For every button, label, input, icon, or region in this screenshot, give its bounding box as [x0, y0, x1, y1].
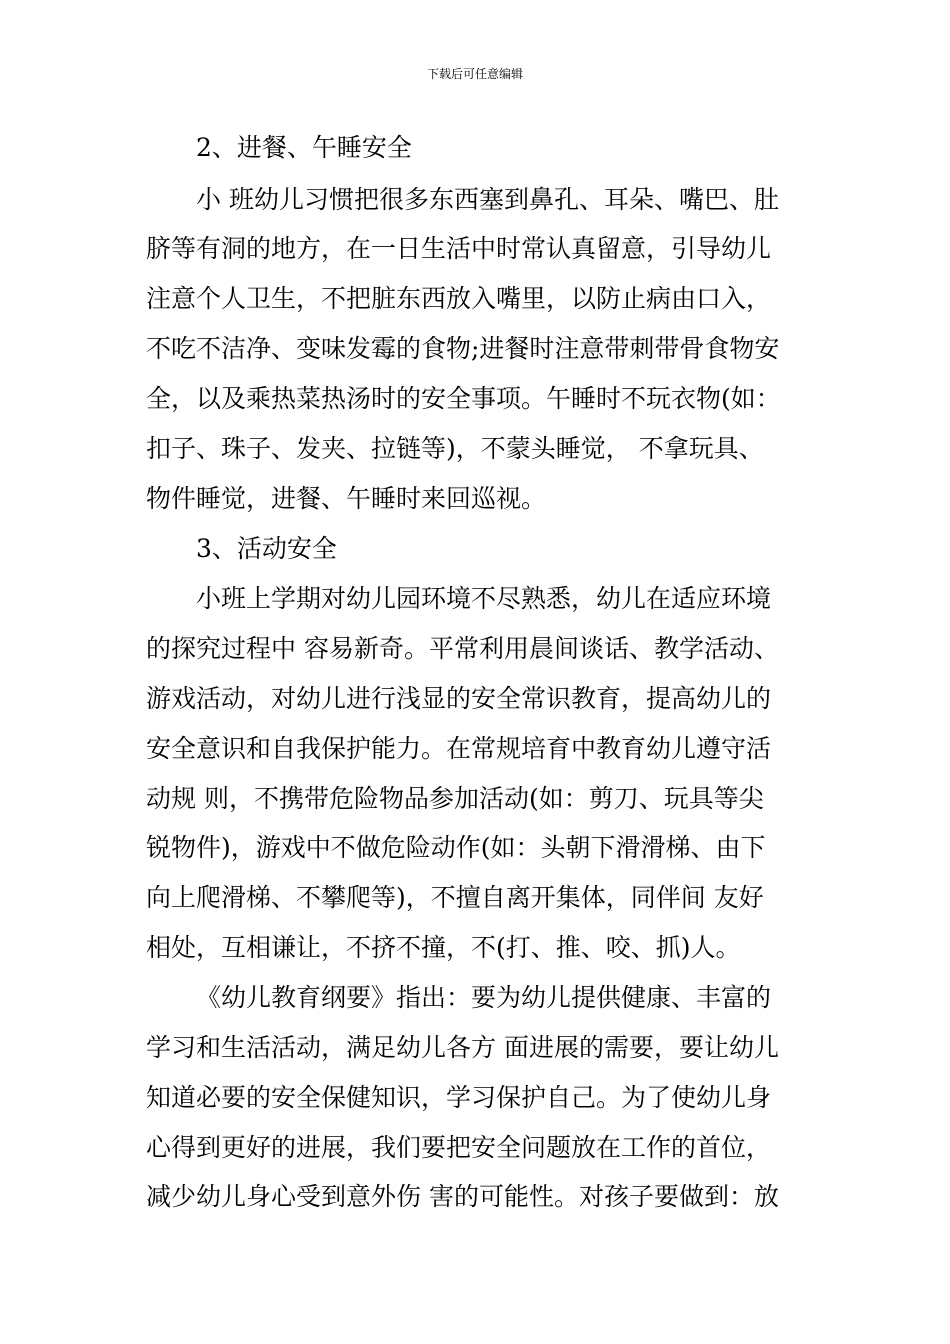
paragraph-line: 游戏活动，对幼儿进行浅显的安全常识教育，提高幼儿的 [146, 684, 772, 713]
section-heading-meal-nap-safety: 2、进餐、午睡安全 [196, 133, 412, 162]
paragraph-line: 注意个人卫生，不把脏东西放入嘴里，以防止病由口入， [146, 284, 772, 313]
paragraph-line: 小班上学期对幼儿园环境不尽熟悉，幼儿在适应环境 [196, 584, 772, 613]
paragraph-line: 向上爬滑梯、不攀爬等)，不擅自离开集体，同伴间 友好 [146, 883, 764, 912]
paragraph-line: 学习和生活活动，满足幼儿各方 面进展的需要，要让幼儿 [146, 1033, 779, 1062]
paragraph-line: 心得到更好的进展，我们要把安全问题放在工作的首位， [146, 1133, 772, 1162]
page-header: 下载后可任意编辑 [426, 67, 523, 81]
paragraph-line: 不吃不洁净、变味发霉的食物;进餐时注意带刺带骨食物安 [146, 334, 780, 363]
paragraph-line: 小 班幼儿习惯把很多东西塞到鼻孔、耳朵、嘴巴、肚 [196, 185, 779, 214]
paragraph-line: 锐物件)，游戏中不做危险动作(如：头朝下滑滑梯、由下 [146, 833, 766, 862]
paragraph-line: 减少幼儿身心受到意外伤 害的可能性。对孩子要做到：放 [146, 1182, 779, 1211]
paragraph-line: 《幼儿教育纲要》指出：要为幼儿提供健康、丰富的 [196, 983, 772, 1012]
paragraph-line: 扣子、珠子、发夹、拉链等)，不蒙头睡觉， 不拿玩具、 [146, 434, 764, 463]
paragraph-line: 安全意识和自我保护能力。在常规培育中教育幼儿遵守活 [146, 734, 772, 763]
paragraph-line: 动规 则，不携带危险物品参加活动(如：剪刀、玩具等尖 [146, 784, 764, 813]
paragraph-line: 知道必要的安全保健知识，学习保护自己。为了使幼儿身 [146, 1083, 772, 1112]
paragraph-line: 相处，互相谦让，不挤不撞，不(打、推、咬、抓)人。 [146, 933, 741, 962]
section-heading-activity-safety: 3、活动安全 [196, 534, 337, 563]
paragraph-line: 的探究过程中 容易新奇。平常利用晨间谈话、教学活动、 [146, 634, 779, 663]
paragraph-line: 物件睡觉，进餐、午睡时来回巡视。 [146, 484, 547, 513]
paragraph-line: 脐等有洞的地方，在一日生活中时常认真留意，引导幼儿 [146, 234, 772, 263]
paragraph-line: 全，以及乘热菜热汤时的安全事项。午睡时不玩衣物(如： [146, 384, 781, 413]
